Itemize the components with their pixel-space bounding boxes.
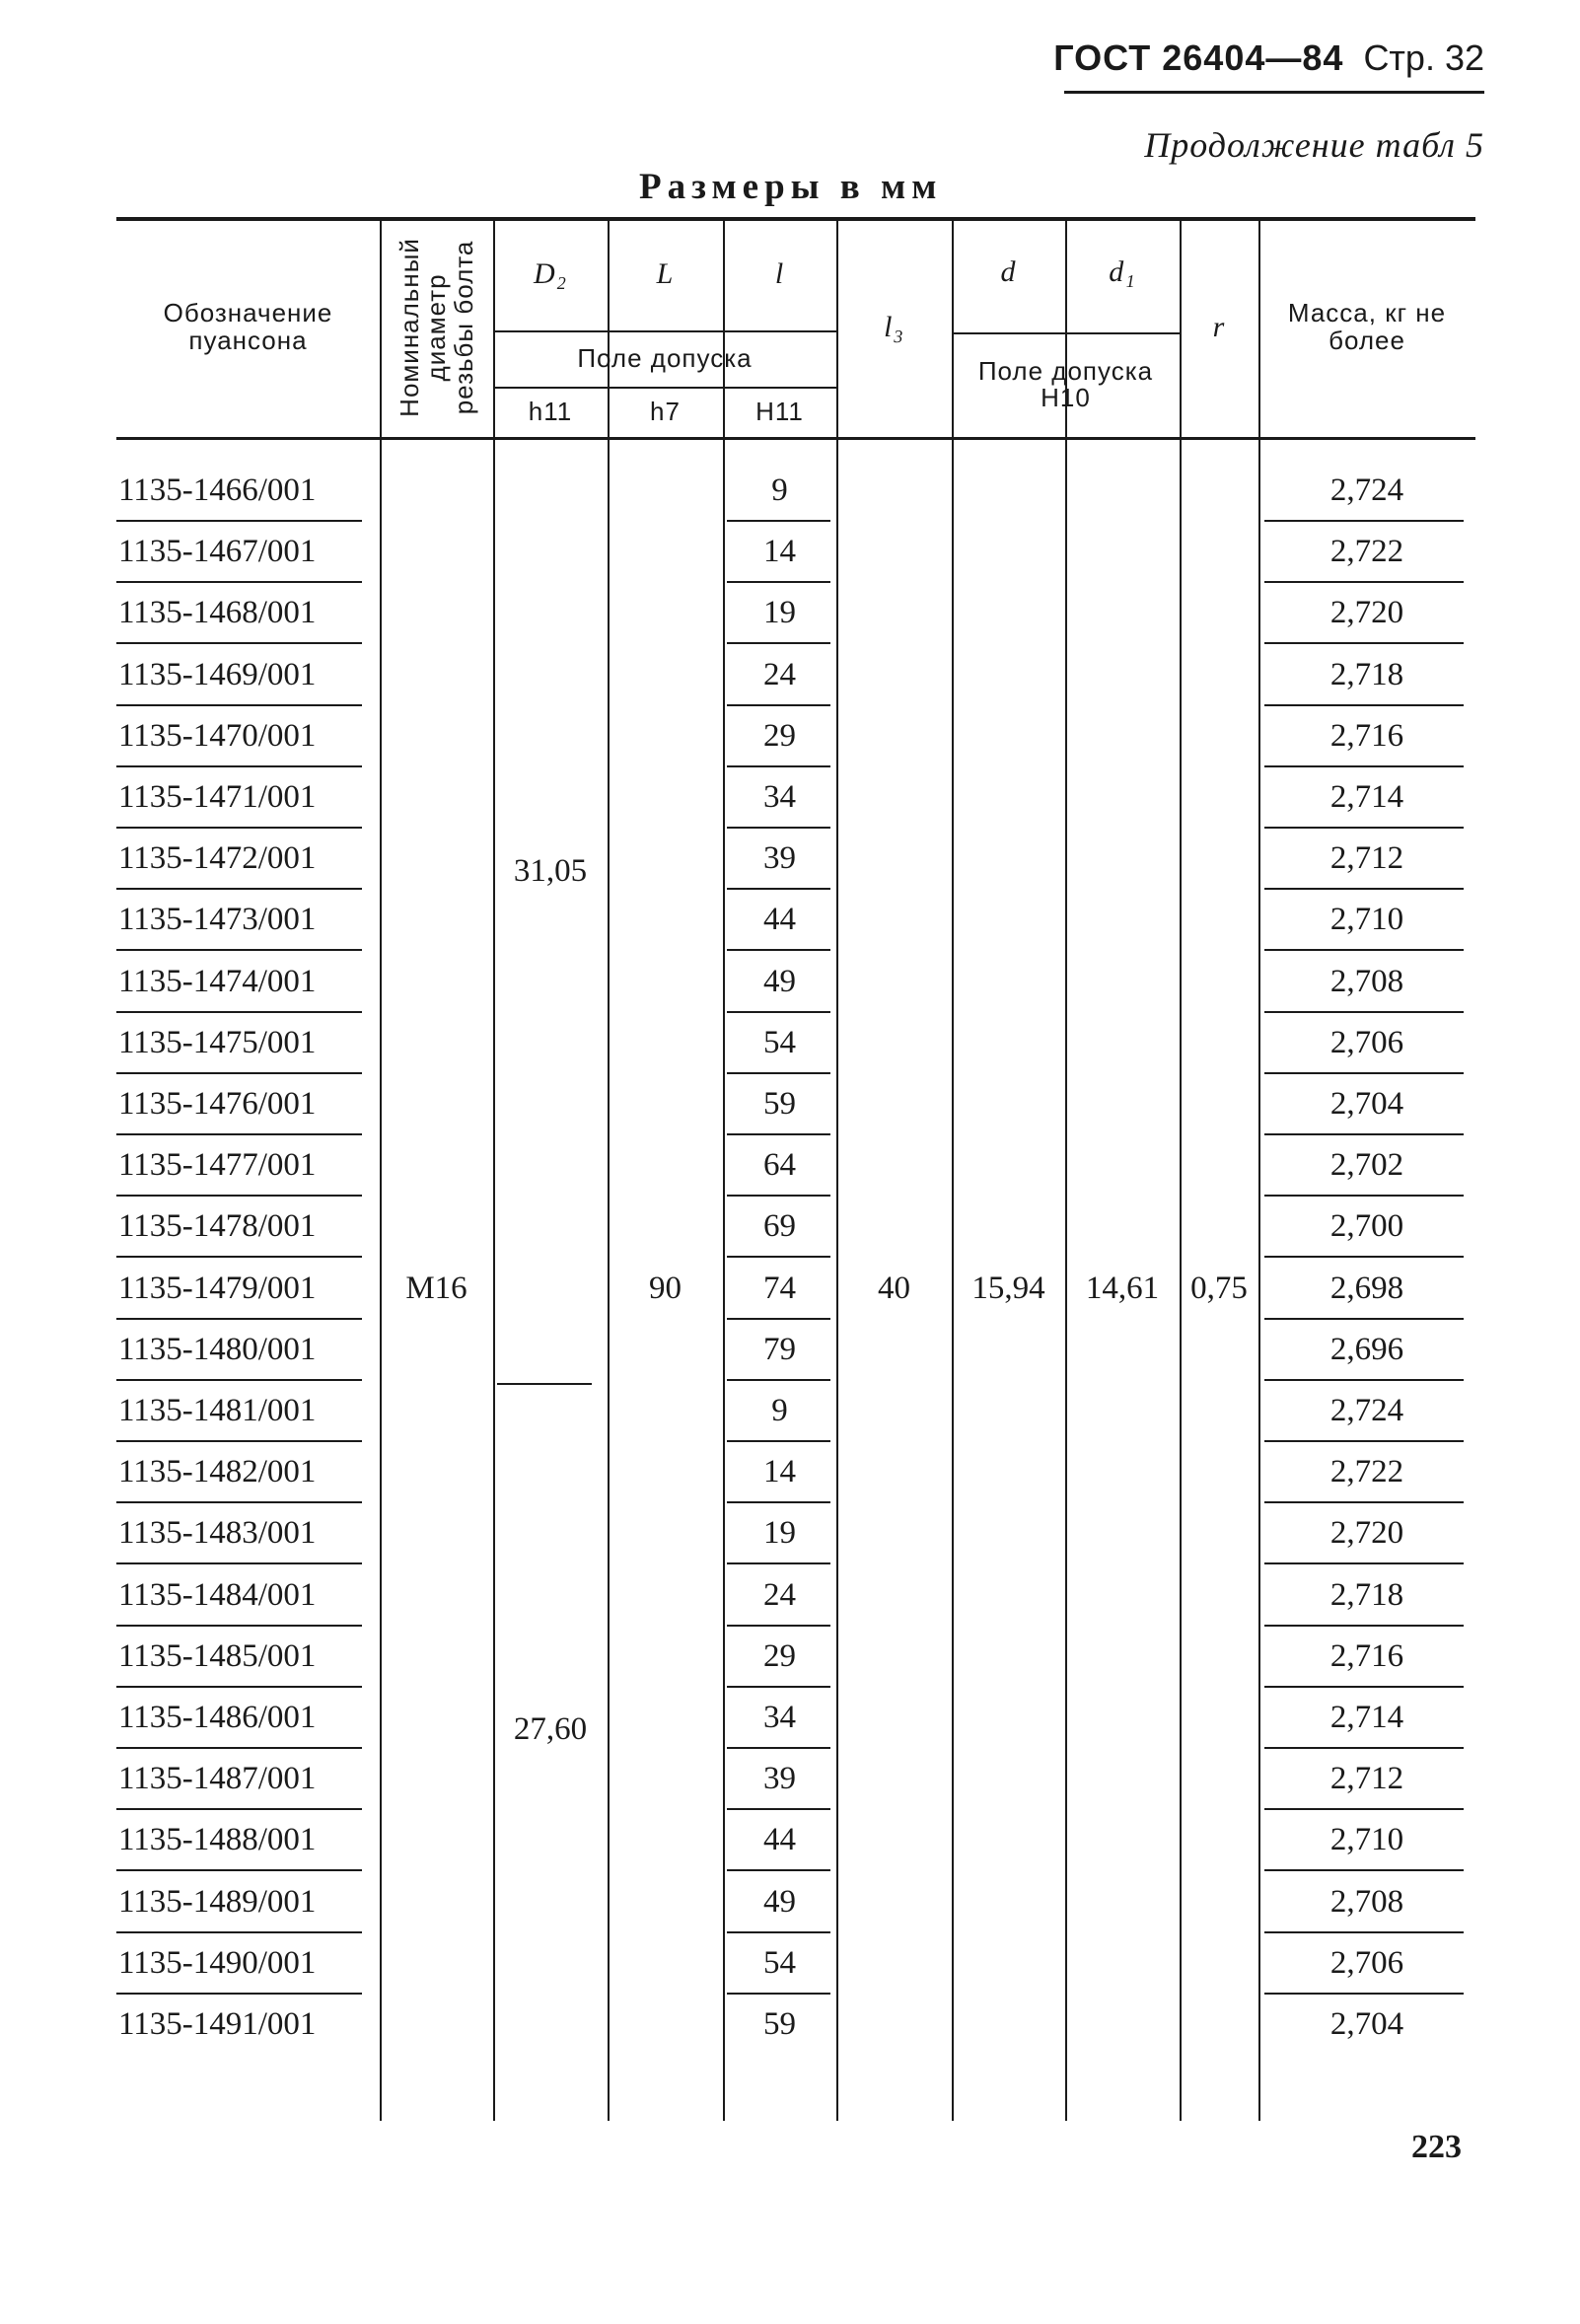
row-designation: 1135-1480/001 [118, 1331, 317, 1367]
row-rule-l [727, 1133, 830, 1135]
D2-value-group1: 31,05 [513, 852, 588, 889]
row-mass-value: 2,720 [1329, 595, 1404, 631]
row-mass-value: 2,712 [1329, 840, 1404, 877]
table-caption: Размеры в мм [639, 167, 943, 207]
row-mass-value: 2,706 [1329, 1024, 1404, 1060]
row-rule-l [727, 1869, 830, 1871]
row-designation: 1135-1489/001 [118, 1883, 317, 1920]
thread-value: M16 [405, 1270, 467, 1306]
row-mass-value: 2,722 [1329, 534, 1404, 570]
column-rule-2 [493, 217, 495, 2121]
row-mass-value: 2,700 [1329, 1208, 1404, 1245]
row-l-value: 39 [763, 1761, 796, 1797]
row-l-value: 69 [763, 1208, 796, 1245]
column-rule-5 [836, 217, 838, 2121]
row-rule-l [727, 1625, 830, 1627]
tol-H11: H11 [755, 396, 804, 426]
row-rule-mass [1264, 1379, 1464, 1381]
designation-header: Обозначение пуансона [163, 298, 333, 355]
row-mass-value: 2,706 [1329, 1944, 1404, 1981]
row-mass-value: 2,724 [1329, 472, 1404, 508]
row-rule-l [727, 1072, 830, 1074]
row-rule-l [727, 1808, 830, 1810]
row-l-value: 34 [763, 779, 796, 815]
row-rule-mass [1264, 1501, 1464, 1503]
column-rule-3 [608, 217, 610, 2121]
row-rule-mass [1264, 1133, 1464, 1135]
row-designation: 1135-1490/001 [118, 1944, 317, 1981]
row-mass-value: 2,708 [1329, 1883, 1404, 1920]
row-rule-mass [1264, 1747, 1464, 1749]
r-header: r [1212, 310, 1226, 343]
row-mass-value: 2,698 [1329, 1270, 1404, 1306]
row-l-value: 29 [763, 717, 796, 754]
page-label: Стр. 32 [1363, 37, 1484, 78]
row-rule-l [727, 949, 830, 951]
row-designation: 1135-1470/001 [118, 717, 317, 754]
row-rule-l [727, 1747, 830, 1749]
row-rule-mass [1264, 1562, 1464, 1564]
row-rule-designation [116, 1072, 362, 1074]
row-l-value: 44 [763, 902, 796, 938]
row-mass-value: 2,712 [1329, 1761, 1404, 1797]
row-l-value: 9 [771, 1393, 788, 1428]
row-rule-mass [1264, 704, 1464, 706]
row-mass-value: 2,718 [1329, 1576, 1404, 1613]
row-designation: 1135-1481/001 [118, 1393, 317, 1428]
row-rule-mass [1264, 581, 1464, 583]
row-rule-l [727, 704, 830, 706]
table-continuation-note: Продолжение табл 5 [1144, 125, 1484, 165]
row-mass-value: 2,716 [1329, 1637, 1404, 1674]
row-designation: 1135-1473/001 [118, 902, 317, 938]
row-designation: 1135-1482/001 [118, 1454, 317, 1490]
row-l-value: 24 [763, 1576, 796, 1613]
row-rule-l [727, 1011, 830, 1013]
row-rule-l [727, 581, 830, 583]
column-rule-7 [1065, 217, 1067, 2121]
row-designation: 1135-1491/001 [118, 2006, 317, 2042]
row-designation: 1135-1474/001 [118, 963, 317, 999]
row-rule-l [727, 1440, 830, 1442]
row-rule-mass [1264, 1625, 1464, 1627]
d1-header: d₁ [1109, 255, 1136, 289]
row-rule-mass [1264, 520, 1464, 522]
row-rule-mass [1264, 888, 1464, 890]
row-rule-designation [116, 1318, 362, 1320]
row-rule-l [727, 827, 830, 829]
row-rule-designation [116, 1011, 362, 1013]
row-l-value: 9 [771, 472, 788, 508]
row-rule-designation [116, 1256, 362, 1258]
row-l-value: 44 [763, 1822, 796, 1858]
row-designation: 1135-1479/001 [118, 1270, 317, 1306]
row-rule-l [727, 1686, 830, 1688]
row-mass-value: 2,714 [1329, 779, 1404, 815]
row-rule-mass [1264, 1072, 1464, 1074]
row-designation: 1135-1476/001 [118, 1086, 317, 1122]
d-value: 15,94 [971, 1270, 1045, 1306]
row-rule-mass [1264, 1869, 1464, 1871]
row-l-value: 59 [763, 1086, 796, 1122]
page-number: 223 [1411, 2129, 1462, 2165]
row-mass-value: 2,704 [1329, 1086, 1404, 1122]
row-designation: 1135-1484/001 [118, 1576, 317, 1613]
tol-h11: h11 [528, 396, 573, 426]
row-l-value: 54 [763, 1944, 796, 1981]
row-designation: 1135-1469/001 [118, 656, 317, 692]
d-header: d [1000, 255, 1017, 289]
row-rule-designation [116, 1379, 362, 1381]
d1-value: 14,61 [1085, 1270, 1160, 1306]
row-rule-designation [116, 1501, 362, 1503]
row-rule-mass [1264, 1993, 1464, 1995]
L-value: 90 [649, 1270, 682, 1306]
header-bottom-rule [116, 437, 1475, 440]
standard-number: ГОСТ 26404—84 [1053, 37, 1344, 78]
row-rule-l [727, 1256, 830, 1258]
row-rule-designation [116, 520, 362, 522]
row-rule-designation [116, 888, 362, 890]
row-rule-mass [1264, 1318, 1464, 1320]
row-rule-mass [1264, 949, 1464, 951]
row-designation: 1135-1472/001 [118, 840, 317, 877]
row-rule-l [727, 1318, 830, 1320]
row-rule-designation [116, 1993, 362, 1995]
row-designation: 1135-1486/001 [118, 1700, 317, 1735]
row-rule-l [727, 1562, 830, 1564]
row-l-value: 19 [763, 1515, 796, 1552]
row-rule-designation [116, 1686, 362, 1688]
row-rule-designation [116, 1562, 362, 1564]
row-mass-value: 2,710 [1329, 902, 1404, 938]
page-header [1053, 37, 1484, 79]
row-l-value: 64 [763, 1147, 796, 1184]
row-l-value: 59 [763, 2006, 796, 2042]
row-rule-l [727, 1931, 830, 1933]
row-designation: 1135-1475/001 [118, 1024, 317, 1060]
thread-diameter-label-line: диаметр [420, 272, 451, 381]
row-designation: 1135-1467/001 [118, 534, 317, 570]
row-rule-designation [116, 1869, 362, 1871]
row-rule-designation [116, 1747, 362, 1749]
thread-diameter-label-line: Номинальный [394, 237, 424, 417]
row-mass-value: 2,724 [1329, 1393, 1404, 1428]
row-l-value: 14 [763, 534, 796, 570]
row-rule-l [727, 888, 830, 890]
row-rule-mass [1264, 1256, 1464, 1258]
l-header: l [774, 256, 785, 290]
row-rule-designation [116, 1195, 362, 1197]
row-designation: 1135-1466/001 [118, 472, 317, 508]
row-designation: 1135-1471/001 [118, 779, 317, 815]
row-rule-l [727, 1195, 830, 1197]
row-l-value: 74 [763, 1270, 796, 1306]
row-rule-mass [1264, 1808, 1464, 1810]
row-mass-value: 2,714 [1329, 1700, 1404, 1735]
header-rule [1064, 91, 1484, 94]
row-mass-value: 2,722 [1329, 1454, 1404, 1490]
row-rule-designation [116, 1808, 362, 1810]
row-mass-value: 2,716 [1329, 717, 1404, 754]
row-designation: 1135-1487/001 [118, 1761, 317, 1797]
row-rule-designation [116, 1931, 362, 1933]
tolerance-h10-header: Поле допуска H10 [977, 355, 1154, 412]
row-l-value: 54 [763, 1024, 796, 1060]
row-rule-mass [1264, 827, 1464, 829]
row-mass-value: 2,720 [1329, 1515, 1404, 1552]
row-rule-designation [116, 765, 362, 767]
row-rule-designation [116, 581, 362, 583]
tol-h7: h7 [650, 396, 681, 426]
row-l-value: 14 [763, 1454, 796, 1490]
l3-header: l₃ [884, 310, 904, 343]
l3-value: 40 [878, 1270, 910, 1306]
row-rule-l [727, 520, 830, 522]
row-l-value: 39 [763, 840, 796, 877]
row-rule-l [727, 1993, 830, 1995]
row-designation: 1135-1478/001 [118, 1208, 317, 1245]
row-designation: 1135-1485/001 [118, 1637, 317, 1674]
D2-group-rule [497, 1383, 592, 1385]
column-rule-1 [380, 217, 382, 2121]
thread-diameter-label-line: резьбы болта [448, 240, 478, 414]
row-mass-value: 2,708 [1329, 963, 1404, 999]
row-l-value: 49 [763, 963, 796, 999]
row-l-value: 79 [763, 1331, 796, 1367]
row-rule-designation [116, 1625, 362, 1627]
row-rule-l [727, 765, 830, 767]
row-designation: 1135-1477/001 [118, 1147, 317, 1184]
row-rule-designation [116, 642, 362, 644]
r-value: 0,75 [1190, 1270, 1248, 1306]
L-header: L [656, 256, 675, 290]
row-rule-mass [1264, 1931, 1464, 1933]
thread-diameter-label [396, 238, 477, 417]
D2-header: D₂ [533, 256, 568, 290]
row-mass-value: 2,704 [1329, 2006, 1404, 2042]
thread-diameter-header [380, 217, 493, 437]
row-designation: 1135-1483/001 [118, 1515, 317, 1552]
row-mass-value: 2,696 [1329, 1331, 1404, 1367]
row-l-value: 29 [763, 1637, 796, 1674]
row-rule-mass [1264, 765, 1464, 767]
row-rule-mass [1264, 1440, 1464, 1442]
row-rule-mass [1264, 1686, 1464, 1688]
row-rule-mass [1264, 1195, 1464, 1197]
row-l-value: 49 [763, 1883, 796, 1920]
row-l-value: 34 [763, 1700, 796, 1735]
row-rule-l [727, 1379, 830, 1381]
row-mass-value: 2,710 [1329, 1822, 1404, 1858]
row-rule-designation [116, 1133, 362, 1135]
mass-header: Масса, кг не более [1287, 298, 1447, 355]
row-rule-mass [1264, 642, 1464, 644]
column-rule-8 [1180, 217, 1182, 2121]
row-mass-value: 2,702 [1329, 1147, 1404, 1184]
column-rule-6 [952, 217, 954, 2121]
row-rule-l [727, 1501, 830, 1503]
row-rule-designation [116, 949, 362, 951]
D2-value-group2: 27,60 [513, 1711, 588, 1748]
row-mass-value: 2,718 [1329, 656, 1404, 692]
tolerance-field-header: Поле допуска [577, 342, 753, 373]
row-l-value: 19 [763, 595, 796, 631]
row-rule-l [727, 642, 830, 644]
row-rule-designation [116, 827, 362, 829]
row-designation: 1135-1488/001 [118, 1822, 317, 1858]
row-rule-designation [116, 1440, 362, 1442]
row-rule-designation [116, 704, 362, 706]
row-l-value: 24 [763, 656, 796, 692]
row-designation: 1135-1468/001 [118, 595, 317, 631]
row-rule-mass [1264, 1011, 1464, 1013]
